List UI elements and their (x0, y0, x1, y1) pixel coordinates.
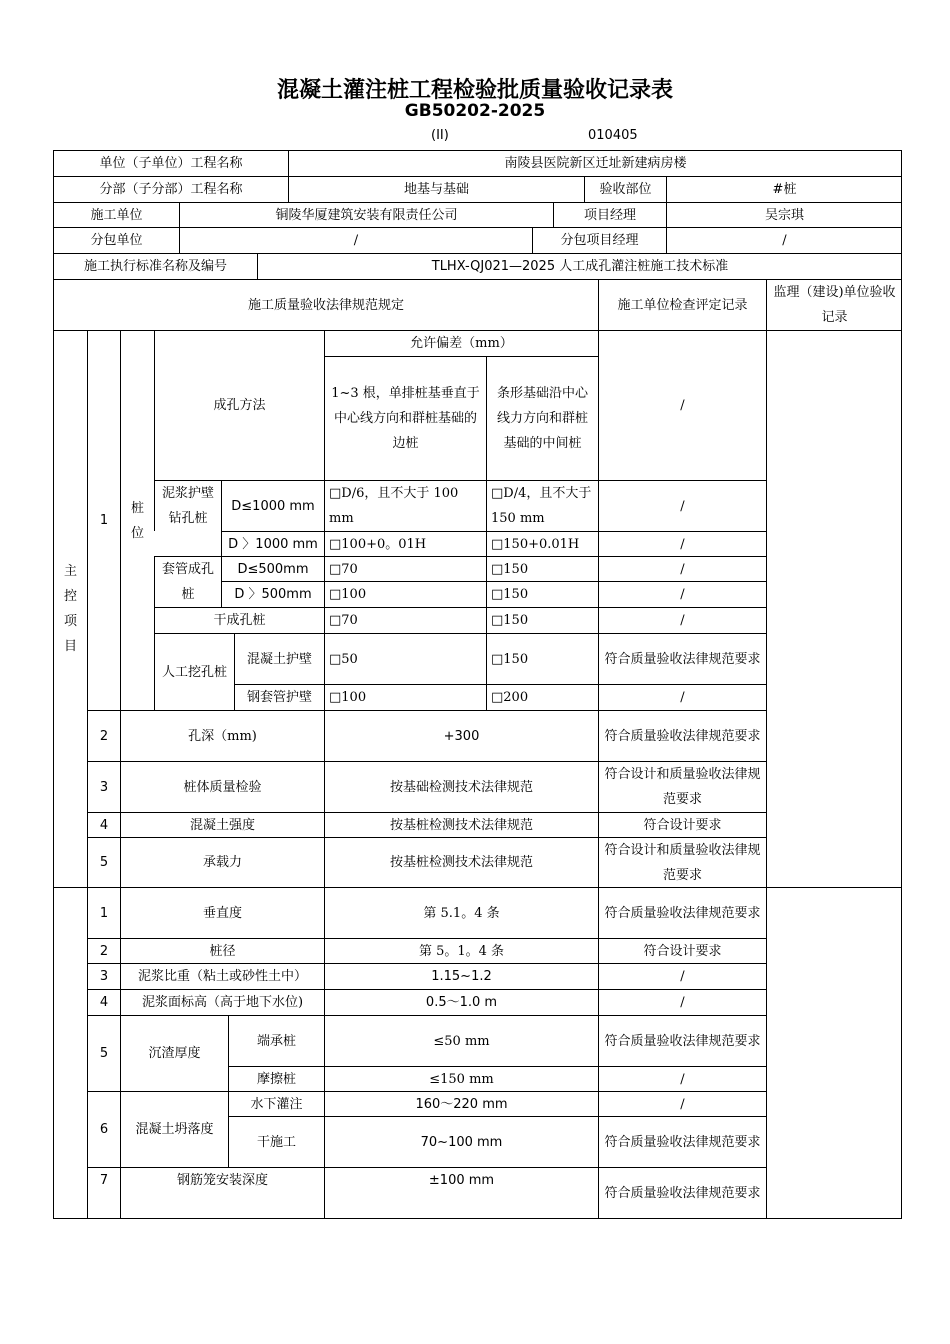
item-check: 符合质量验收法律规范要求 (598, 1116, 766, 1167)
spec-header: 施工质量验收法律规范规定 (53, 279, 598, 330)
tolerance-col-b: 条形基础沿中心线力方向和群桩基础的中间桩 (486, 356, 598, 480)
row-condition: D≤1000 mm (221, 480, 324, 531)
form-code: 010405 (588, 128, 638, 143)
exec-standard-label: 施工执行标准名称及编号 (53, 253, 257, 279)
item-check: 符合设计要求 (598, 812, 766, 837)
item-check: / (598, 1091, 766, 1116)
row-check: 符合质量验收法律规范要求 (598, 633, 766, 684)
row-tol-a: □100 (324, 684, 486, 710)
sub-item-name: 水下灌注 (228, 1091, 324, 1116)
item-check: / (598, 989, 766, 1015)
unit-value: 南陵县医院新区迁址新建病房楼 (288, 150, 902, 176)
row-check: / (598, 556, 766, 581)
item-name: 混凝土坍落度 (120, 1091, 228, 1167)
item-no: 5 (87, 1015, 120, 1091)
subpm-label: 分包项目经理 (532, 227, 666, 253)
roman-numeral: (II) (431, 128, 449, 143)
standard-code: GB50202-2025 (404, 101, 546, 121)
item-standard: ≤150 mm (324, 1066, 598, 1091)
main-supervisor-record (766, 330, 902, 887)
row-check: / (598, 531, 766, 556)
subdivision-label: 分部（子分部）工程名称 (53, 176, 288, 202)
row-tol-b: □D/4，且不大于 150 mm (486, 480, 598, 531)
row-tol-a: □70 (324, 607, 486, 633)
row-check: / (598, 480, 766, 531)
item-check: / (598, 1066, 766, 1091)
subcontractor-label: 分包单位 (53, 227, 179, 253)
row-condition: 钢套管护壁 (234, 684, 324, 710)
pile-position-label: 桩位 (120, 330, 154, 710)
row-tol-a: □70 (324, 556, 486, 581)
pm-label: 项目经理 (553, 202, 666, 227)
subdivision-value: 地基与基础 (288, 176, 584, 202)
pm-value: 吴宗琪 (666, 202, 902, 227)
item-no: 5 (87, 837, 120, 887)
row-tol-b: □150 (486, 633, 598, 684)
item-name: 桩体质量检验 (120, 761, 324, 812)
item-check: / (598, 963, 766, 989)
item-no: 2 (87, 938, 120, 963)
row-check: / (598, 607, 766, 633)
method-check: / (598, 330, 766, 480)
item-standard: 70~100 mm (324, 1116, 598, 1167)
inspection-table (53, 150, 902, 1219)
general-items-label (53, 887, 87, 1219)
main-control-label: 主控项目 (53, 330, 87, 887)
item-check: 符合设计要求 (598, 938, 766, 963)
row-tol-a: □50 (324, 633, 486, 684)
item-standard: 按基桩检测技术法律规范 (324, 837, 598, 887)
row-tol-b: □150 (486, 581, 598, 607)
row-category: 套管成孔桩 (154, 556, 221, 607)
item-name: 孔深（mm) (120, 710, 324, 761)
item-standard: 1.15~1.2 (324, 963, 598, 989)
subpm-value: / (666, 227, 902, 253)
row-condition: 混凝土护壁 (234, 633, 324, 684)
item-standard: 0.5～1.0 m (324, 989, 598, 1015)
hole-method-header: 成孔方法 (154, 330, 324, 480)
row-condition: D 〉500mm (221, 581, 324, 607)
sub-item-name: 干施工 (228, 1116, 324, 1167)
sub-item-name: 摩擦桩 (228, 1066, 324, 1091)
item-check: 符合设计和质量验收法律规范要求 (598, 837, 766, 887)
item-name: 承载力 (120, 837, 324, 887)
item-no: 1 (87, 887, 120, 938)
item-check: 符合质量验收法律规范要求 (598, 1167, 766, 1219)
row-category: 干成孔桩 (154, 607, 324, 633)
item-standard: 第 5。1。4 条 (324, 938, 598, 963)
row-tol-a: □D/6，且不大于 100 mm (324, 480, 486, 531)
row-check: / (598, 684, 766, 710)
item-check: 符合质量验收法律规范要求 (598, 887, 766, 938)
general-supervisor-record (766, 887, 902, 1219)
item-standard: 第 5.1。4 条 (324, 887, 598, 938)
supervisor-header: 监理（建设)单位验收记录 (766, 279, 902, 330)
item-name: 泥浆面标高（高于地下水位) (120, 989, 324, 1015)
item-check: 符合质量验收法律规范要求 (598, 710, 766, 761)
item-name: 混凝土强度 (120, 812, 324, 837)
sub-item-name: 端承桩 (228, 1015, 324, 1066)
row-condition: D≤500mm (221, 556, 324, 581)
row-tol-b: □150+0.01H (486, 531, 598, 556)
part-value: #桩 (666, 176, 902, 202)
row-condition: D 〉1000 mm (221, 531, 324, 556)
unit-label: 单位（子单位）工程名称 (53, 150, 288, 176)
form-title: 混凝土灌注桩工程检验批质量验收记录表 (276, 78, 673, 103)
item-standard: 160～220 mm (324, 1091, 598, 1116)
item-no: 4 (87, 812, 120, 837)
item-no: 2 (87, 710, 120, 761)
item-standard: +300 (324, 710, 598, 761)
item-standard: ±100 mm (324, 1167, 598, 1219)
exec-standard-value: TLHX-QJ021—2025 人工成孔灌注桩施工技术标准 (257, 253, 902, 279)
part-label: 验收部位 (584, 176, 666, 202)
item-no: 4 (87, 989, 120, 1015)
item-name: 垂直度 (120, 887, 324, 938)
row-tol-b: □200 (486, 684, 598, 710)
tolerance-col-a: 1~3 根，单排桩基垂直于中心线方向和群桩基础的边桩 (324, 356, 486, 480)
item-standard: 按基桩检测技术法律规范 (324, 812, 598, 837)
item-no: 3 (87, 761, 120, 812)
subcontractor-value: / (179, 227, 532, 253)
row-category: 人工挖孔桩 (154, 633, 234, 710)
item-check: 符合设计和质量验收法律规范要求 (598, 761, 766, 812)
row-tol-a: □100+0。01H (324, 531, 486, 556)
contractor-label: 施工单位 (53, 202, 179, 227)
row-tol-b: □150 (486, 607, 598, 633)
contractor-check-header: 施工单位检查评定记录 (598, 279, 766, 330)
row-tol-a: □100 (324, 581, 486, 607)
contractor-value: 铜陵华厦建筑安装有限责任公司 (179, 202, 553, 227)
item-no: 1 (87, 330, 120, 710)
item-standard: 按基础检测技术法律规范 (324, 761, 598, 812)
row-check: / (598, 581, 766, 607)
item-no: 7 (87, 1167, 120, 1219)
row-tol-b: □150 (486, 556, 598, 581)
row-category: 泥浆护壁钻孔桩 (154, 480, 221, 531)
tolerance-header: 允许偏差（mm） (324, 330, 598, 356)
item-name: 桩径 (120, 938, 324, 963)
item-no: 6 (87, 1091, 120, 1167)
item-no: 3 (87, 963, 120, 989)
item-check: 符合质量验收法律规范要求 (598, 1015, 766, 1066)
item-name: 泥浆比重（粘土或砂性土中） (120, 963, 324, 989)
item-standard: ≤50 mm (324, 1015, 598, 1066)
item-name: 钢筋笼安装深度 (120, 1167, 324, 1219)
item-name: 沉渣厚度 (120, 1015, 228, 1091)
